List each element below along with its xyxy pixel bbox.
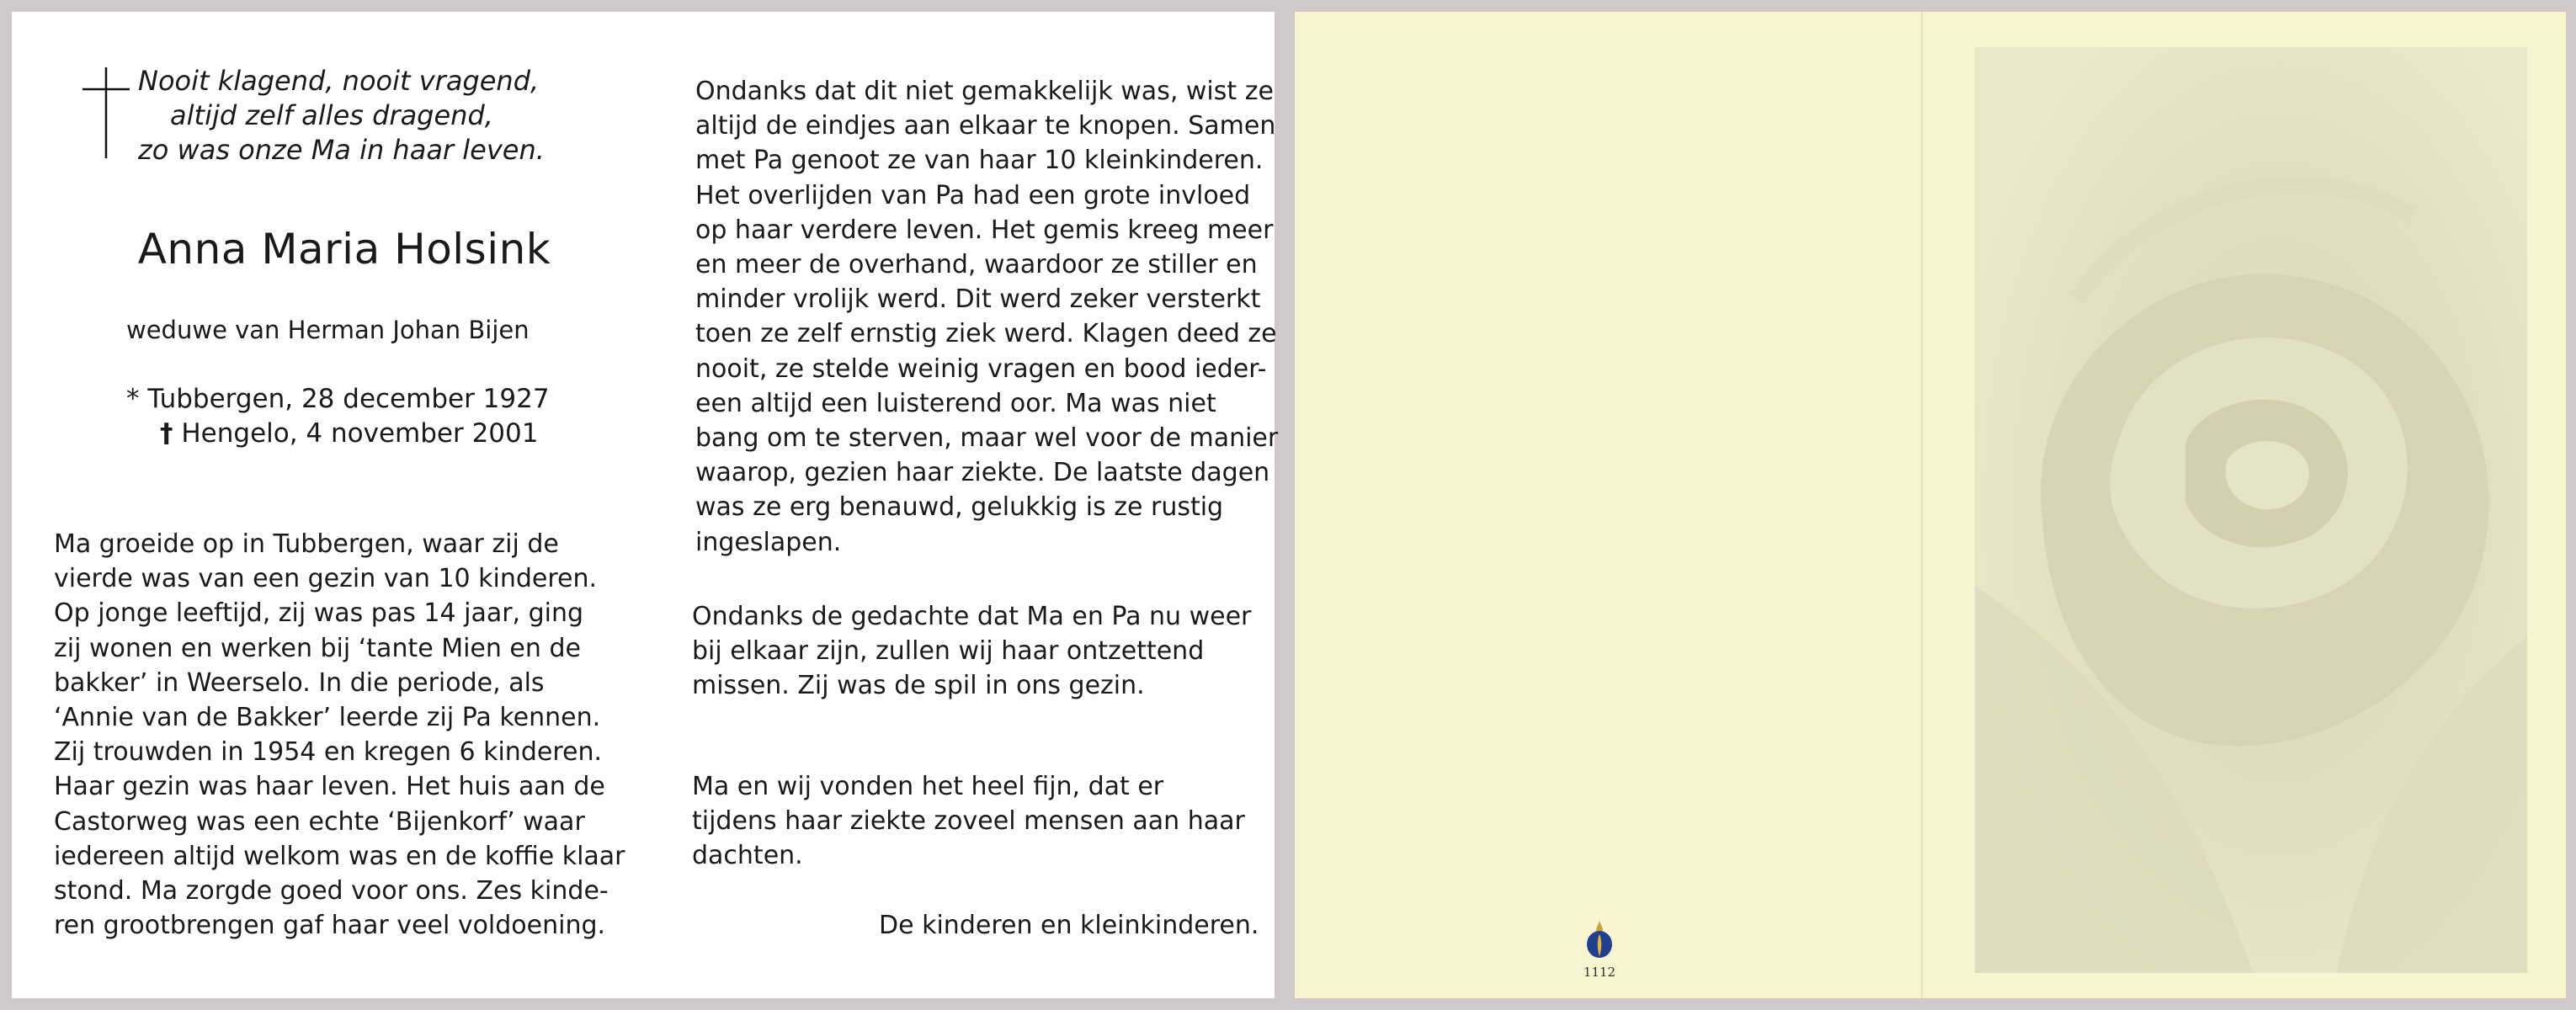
poem-line: zo was onze Ma in haar leven. — [138, 134, 545, 166]
text-line: vierde was van een gezin van 10 kinderen. — [54, 564, 598, 594]
text-line: Castorweg was een echte ‘Bijenkorf’ waar — [54, 806, 585, 837]
text-line: een altijd een luisterend oor. Ma was niet — [695, 388, 1216, 418]
missing-paragraph — [692, 599, 1251, 704]
text-line: met Pa genoot ze van haar 10 kleinkinderen. — [695, 146, 1264, 176]
poem-line: altijd zelf alles dragend, — [170, 99, 493, 131]
death-line: Hengelo, 4 november 2001 — [181, 418, 539, 449]
deceased-name: Anna Maria Holsink — [137, 225, 551, 274]
text-line: was ze erg benauwd, gelukkig is ze rustig — [695, 492, 1224, 523]
rose-illustration — [1975, 47, 2527, 973]
text-line: bakker’ in Weerselo. In die periode, als — [54, 667, 545, 698]
dagger-icon: † — [160, 418, 173, 449]
text-line: zij wonen en werken bij ‘tante Mien en de — [54, 633, 581, 663]
text-line: Ma groeide op in Tubbergen, waar zij de — [54, 529, 559, 559]
text-line: ‘Annie van de Bakker’ leerde zij Pa kennen. — [54, 703, 601, 733]
text-line: iedereen altijd welkom was en de koffie klaar — [54, 841, 625, 871]
text-line: bij elkaar zijn, zullen wij haar ontzettend — [692, 636, 1205, 667]
text-line: en meer de overhand, waardoor ze stiller en — [695, 250, 1258, 280]
widow-of-line: weduwe van Herman Johan Bijen — [126, 316, 530, 344]
printer-number: 1112 — [1583, 965, 1616, 980]
rose-image-panel — [1975, 47, 2527, 973]
poem — [138, 64, 545, 167]
text-line: tijdens haar ziekte zoveel mensen aan haar — [692, 806, 1245, 837]
text-line: Het overlijden van Pa had een grote invloed — [695, 180, 1251, 210]
text-line: op haar verdere leven. Het gemis kreeg meer — [695, 215, 1274, 245]
signature: De kinderen en kleinkinderen. — [879, 911, 1259, 940]
text-line: toen ze zelf ernstig ziek werd. Klagen deed ze — [695, 319, 1277, 349]
death-line-wrapper — [126, 417, 598, 451]
life-story-column-2 — [695, 74, 1279, 560]
text-line: Ondanks de gedachte dat Ma en Pa nu weer — [692, 602, 1252, 631]
text-line: altijd de eindjes aan elkaar te knopen. Samen — [695, 111, 1276, 141]
text-line: Zij trouwden in 1954 en kregen 6 kinderen. — [54, 737, 603, 768]
card-fold-line — [1921, 12, 1923, 998]
text-line: ingeslapen. — [695, 527, 842, 557]
life-dates — [126, 382, 598, 451]
text-line: ren grootbrengen gaf haar veel voldoening. — [54, 911, 606, 941]
memorial-card-image-side — [1295, 12, 2566, 998]
text-line: Op jonge leeftijd, zij was pas 14 jaar, ging — [54, 598, 584, 629]
text-line: waarop, gezien haar ziekte. De laatste dagen — [695, 458, 1270, 488]
text-line: dachten. — [692, 841, 803, 871]
text-line: bang om te sterven, maar wel voor de manier — [695, 423, 1279, 454]
thanks-paragraph — [692, 769, 1251, 874]
birth-line: * Tubbergen, 28 december 1927 — [126, 384, 550, 414]
text-line: stond. Ma zorgde goed voor ons. Zes kinde- — [54, 876, 609, 906]
text-line: nooit, ze stelde weinig vragen en bood ieder- — [695, 354, 1267, 384]
poem-line: Nooit klagend, nooit vragend, — [138, 65, 540, 97]
text-line: missen. Zij was de spil in ons gezin. — [692, 671, 1145, 701]
printer-logo-icon — [1583, 919, 1616, 961]
text-line: Ma en wij vonden het heel fijn, dat er — [692, 772, 1164, 801]
text-line: minder vrolijk werd. Dit werd zeker versterkt — [695, 284, 1261, 315]
cross-icon — [82, 67, 130, 158]
text-line: Haar gezin was haar leven. Het huis aan de — [54, 772, 605, 802]
life-story-column-1 — [54, 527, 625, 943]
text-line: Ondanks dat dit niet gemakkelijk was, wist ze — [695, 77, 1274, 106]
memorial-card-text-side — [12, 12, 1279, 998]
